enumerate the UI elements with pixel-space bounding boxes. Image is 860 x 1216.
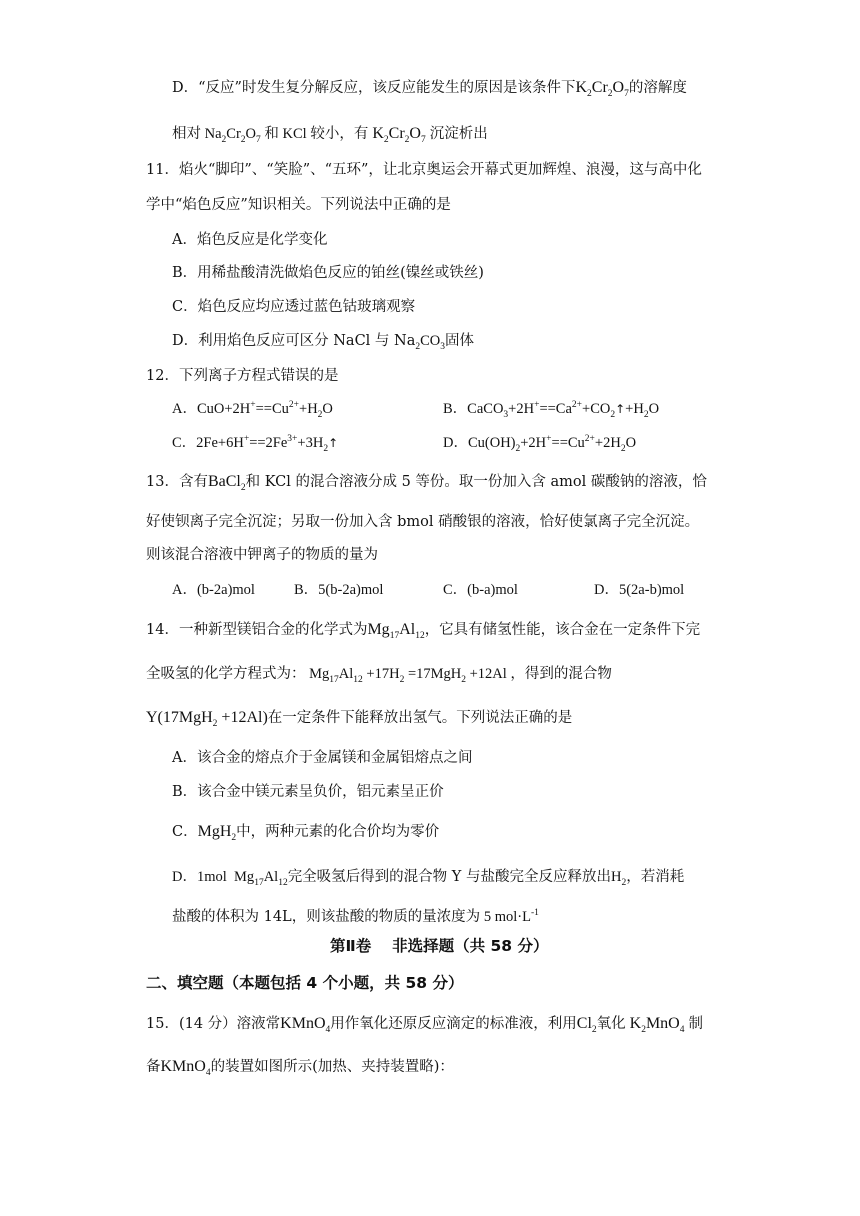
- q11-option-c: C．焰色反应均应透过蓝色钴玻璃观察: [172, 299, 416, 315]
- formula-kcl: KCl: [278, 126, 311, 142]
- q10-option-d-line1: D．“反应”时发生复分解反应，该反应能发生的原因是该条件下$K_2Cr_2O_7$的溶解度: [172, 79, 687, 100]
- mixture-y-formula: Y(17MgH$_2$ +12Al): [146, 709, 268, 730]
- q13-option-a: A．(b-2a)mol: [172, 582, 255, 598]
- q14-option-b: B．该合金中镁元素呈负价，铝元素呈正价: [172, 784, 444, 800]
- q14-option-d-line2: 盐酸的体积为 14L，则该盐酸的物质的量浓度为 5 $mol\cdot L^{-1}$: [172, 908, 539, 925]
- formula-k2cr2o7: $K_2Cr_2O_7$: [575, 79, 629, 100]
- concentration-value: 5 $mol\cdot L^{-1}$: [480, 908, 539, 925]
- formula-bacl2: BaCl$_2$: [207, 473, 246, 494]
- q12-option-b: B．$CaCO_3+2H^+==Ca^{2+}+CO_2↑+H_2O$: [443, 400, 660, 420]
- q12-option-a: A．$CuO+2H^+==Cu^{2+}+H_2O$: [172, 400, 333, 420]
- formula-h2: $H_2$: [610, 869, 627, 888]
- formula-k2cr2o7-b: $K_2Cr_2O_7$: [368, 125, 426, 146]
- q13-stem-line3: 则该混合溶液中钾离子的物质的量为: [146, 547, 378, 563]
- q11-option-b: B．用稀盐酸清洗做焰色反应的铂丝(镍丝或铁丝): [172, 265, 484, 281]
- q13-stem-line2: 好使钡离子完全沉淀；另取一份加入含 bmol 硝酸银的溶液，恰好使氯离子完全沉淀。: [146, 514, 700, 530]
- section-title: 第Ⅱ卷 非选择题（共 58 分）: [330, 937, 549, 955]
- formula-mgh2: MgH$_2$: [197, 823, 237, 844]
- q13-option-c: C．(b-a)mol: [443, 582, 518, 598]
- section-heading: 二、填空题（本题包括 4 个小题，共 58 分）: [146, 974, 464, 992]
- q11-option-d: D．利用焰色反应可区分 NaCl 与 $Na_2CO_3$固体: [172, 333, 475, 352]
- hydrogen-absorption-equation: $Mg_{17}Al_{12} +17H_2 =17MgH_2 +12Al$: [305, 666, 511, 685]
- q12-stem: 12．下列离子方程式错误的是: [146, 368, 339, 384]
- q15-stem-line1: 15．(14 分）溶液常KMnO$_4$用作氧化还原反应滴定的标准液，利用$Cl_2$氧化 $K_2MnO_4$ 制: [146, 1015, 703, 1036]
- formula-na2cr2o7: $Na_2Cr_2O_7$: [201, 126, 261, 145]
- q12-option-c: C．$2Fe+6H^+==2Fe^{3+}+3H_2↑$: [172, 434, 339, 454]
- q15-stem-line2: 备KMnO$_4$的装置如图所示(加热、夹持装置略)：: [146, 1058, 454, 1079]
- q14-option-d-line1: D．1mol $Mg_{17}Al_{12}$完全吸氢后得到的混合物 Y 与盐酸完全反应释放出$H_2$，若消耗: [172, 869, 685, 888]
- q14-option-a: A．该合金的熔点介于金属镁和金属铝熔点之间: [172, 750, 473, 766]
- formula-kmno4: KMnO$_4$: [280, 1015, 331, 1036]
- q14-stem-line3: Y(17MgH$_2$ +12Al)在一定条件下能释放出氢气。下列说法正确的是: [146, 709, 573, 730]
- q13-option-b: B．5(b-2a)mol: [294, 582, 384, 598]
- formula-k2mno4: $K_2MnO_4$: [625, 1015, 685, 1036]
- formula-cl2: $Cl_2$: [576, 1015, 597, 1036]
- q12-option-d: D．$Cu(OH)_2+2H^+==Cu^{2+}+2H_2O$: [443, 434, 637, 454]
- formula-kmno4-b: KMnO$_4$: [160, 1058, 211, 1079]
- q10-option-d-line2: 相对 $Na_2Cr_2O_7$ 和 KCl 较小，有 $K_2Cr_2O_7$ 沉淀析出: [172, 125, 488, 146]
- q14-stem-line2: 全吸氢的化学方程式为： $Mg_{17}Al_{12} +17H_2 =17MgH_2 +12Al$ ，得到的混合物: [146, 666, 612, 685]
- q11-stem-line1: 11．焰火“脚印”、“笑脸”、“五环”，让北京奥运会开幕式更加辉煌、浪漫，这与高中化: [146, 162, 702, 178]
- q11-option-a: A．焰色反应是化学变化: [172, 232, 328, 248]
- q11-stem-line2: 学中“焰色反应”知识相关。下列说法中正确的是: [146, 197, 451, 213]
- q13-stem-line1: 13．含有BaCl$_2$和 KCl 的混合溶液分成 5 等份。取一份加入含 amol 碳酸钠的溶液，恰: [146, 473, 707, 494]
- formula-mg17al12: $Mg_{17}Al_{12}$: [367, 621, 425, 642]
- q14-option-c: C．MgH$_2$中，两种元素的化合价均为零价: [172, 823, 440, 844]
- formula-mg17al12-b: $Mg_{17}Al_{12}$: [226, 869, 288, 888]
- q13-option-d: D．5(2a-b)mol: [594, 582, 685, 598]
- q14-stem-line1: 14．一种新型镁铝合金的化学式为$Mg_{17}Al_{12}$，它具有储氢性能，该合金在一定条件下完: [146, 621, 701, 642]
